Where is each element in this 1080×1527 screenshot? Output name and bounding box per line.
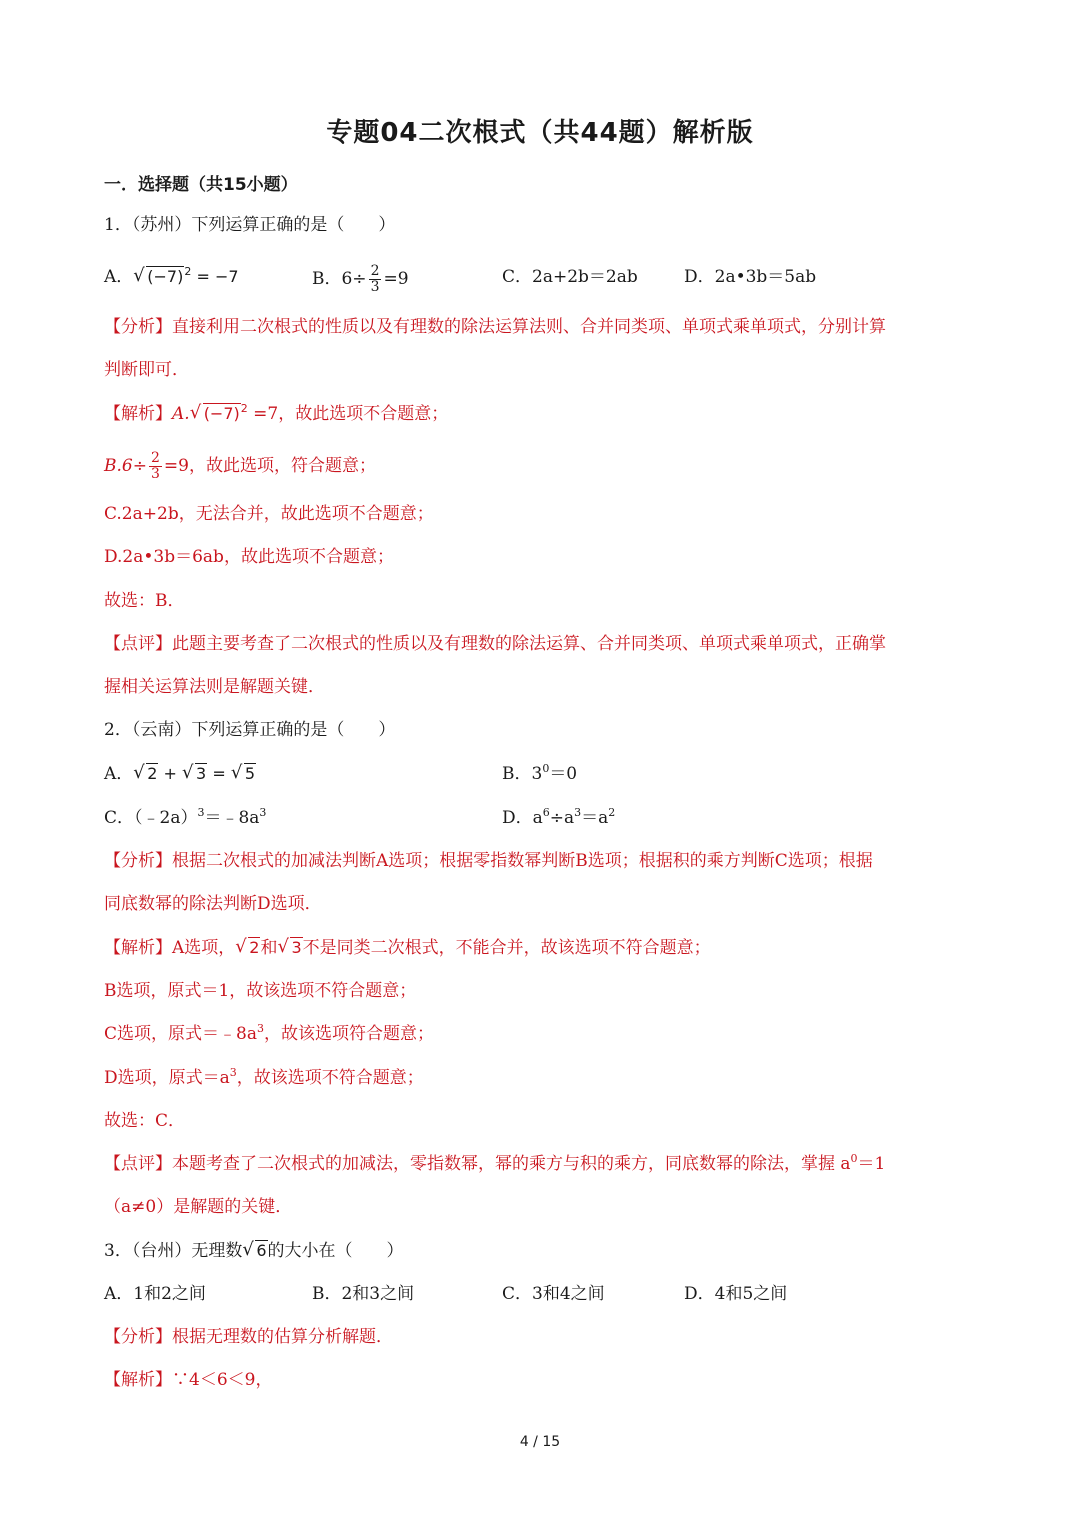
q2-answer: 故选：C． [104, 1111, 186, 1131]
q2-option-b: B．$3^0=0$ [502, 762, 578, 784]
q3-option-d: D．4和5之间 [684, 1284, 788, 1304]
q1-solution-a: 【解析】A.√ $(-7)^2 =7$，故此选项不合题意； [104, 401, 448, 427]
q1-review-cont: 握相关运算法则是解题关键． [104, 677, 325, 697]
q1-answer: 故选：B． [104, 591, 185, 611]
q2-analysis: 【分析】根据二次根式的加减法判断A选项；根据零指数幂判断B选项；根据积的乘方判断C选项；根据 [104, 851, 873, 871]
q1-solution-c: C.2a+2b，无法合并，故此选项不合题意； [104, 504, 434, 524]
q3-option-a: A．1和2之间 [104, 1284, 206, 1304]
q2-solution-a: 【解析】A选项，√ 2和√ 3不是同类二次根式，不能合并，故该选项不符合题意； [104, 935, 711, 961]
sqrt-symbol: √ $(-7)^2$ [133, 264, 191, 290]
q2-solution-d: D选项，原式$=a^3$，故该选项不符合题意； [104, 1066, 424, 1088]
q1-analysis-cont: 判断即可． [104, 360, 189, 380]
q2-solution-b: B选项，原式＝1，故该选项不符合题意； [104, 981, 417, 1001]
q2-stem: 2．（云南）下列运算正确的是（ ） [104, 720, 396, 740]
q1-option-a: A．√ $(-7)^2 = -7$ [104, 264, 239, 290]
q3-stem: 3．（台州）无理数√ 6的大小在（ ） [104, 1238, 404, 1264]
q2-review-cont: （a≠0）是解题的关键． [104, 1197, 293, 1217]
page-number: 4 / 15 [519, 1434, 561, 1450]
section-heading: 一．选择题（共15小题） [104, 175, 298, 195]
q2-solution-c: C选项，原式$=﹣8a^3$，故该选项符合题意； [104, 1022, 434, 1044]
q2-analysis-cont: 同底数幂的除法判断D选项． [104, 894, 322, 914]
q1-option-d: D．2a•3b＝5ab [684, 267, 817, 287]
q1-solution-d: D.2a•3b＝6ab，故此选项不合题意； [104, 547, 394, 567]
page-title: 专题04二次根式（共44题）解析版 [326, 118, 754, 148]
q1-solution-b: B.6÷ $\frac{2}{3}$ =9，故此选项，符合题意； [104, 450, 376, 482]
q1-option-c: C．2a+2b＝2ab [502, 267, 638, 287]
q1-analysis: 【分析】直接利用二次根式的性质以及有理数的除法运算法则、合并同类项、单项式乘单项式，分别计算 [104, 317, 886, 337]
q1-review: 【点评】此题主要考查了二次根式的性质以及有理数的除法运算、合并同类项、单项式乘单项式，正确掌 [104, 634, 886, 654]
q1-stem: 1．（苏州）下列运算正确的是（ ） [104, 215, 396, 235]
q3-option-b: B．2和3之间 [312, 1284, 415, 1304]
q2-option-c: C．$(﹣2a)^3=﹣8a^3$ [104, 806, 267, 828]
q3-solution: 【解析】∵4＜6＜9， [104, 1370, 273, 1390]
q1-option-b: B．6÷ $\frac{2}{3}$ =9 [312, 263, 409, 295]
fraction: $\frac{2}{3}$ [370, 263, 380, 295]
q3-analysis: 【分析】根据无理数的估算分析解题． [104, 1327, 393, 1347]
q2-review: 【点评】本题考查了二次根式的加减法，零指数幂，幂的乘方与积的乘方，同底数幂的除法，掌握 $a^0=1$ [104, 1152, 886, 1174]
q3-option-c: C．3和4之间 [502, 1284, 605, 1304]
q2-option-a: A．√ 2 + √ 3 = √ 5 [104, 761, 256, 787]
q2-option-d: D．$a^6\div a^3=a^2$ [502, 806, 616, 828]
